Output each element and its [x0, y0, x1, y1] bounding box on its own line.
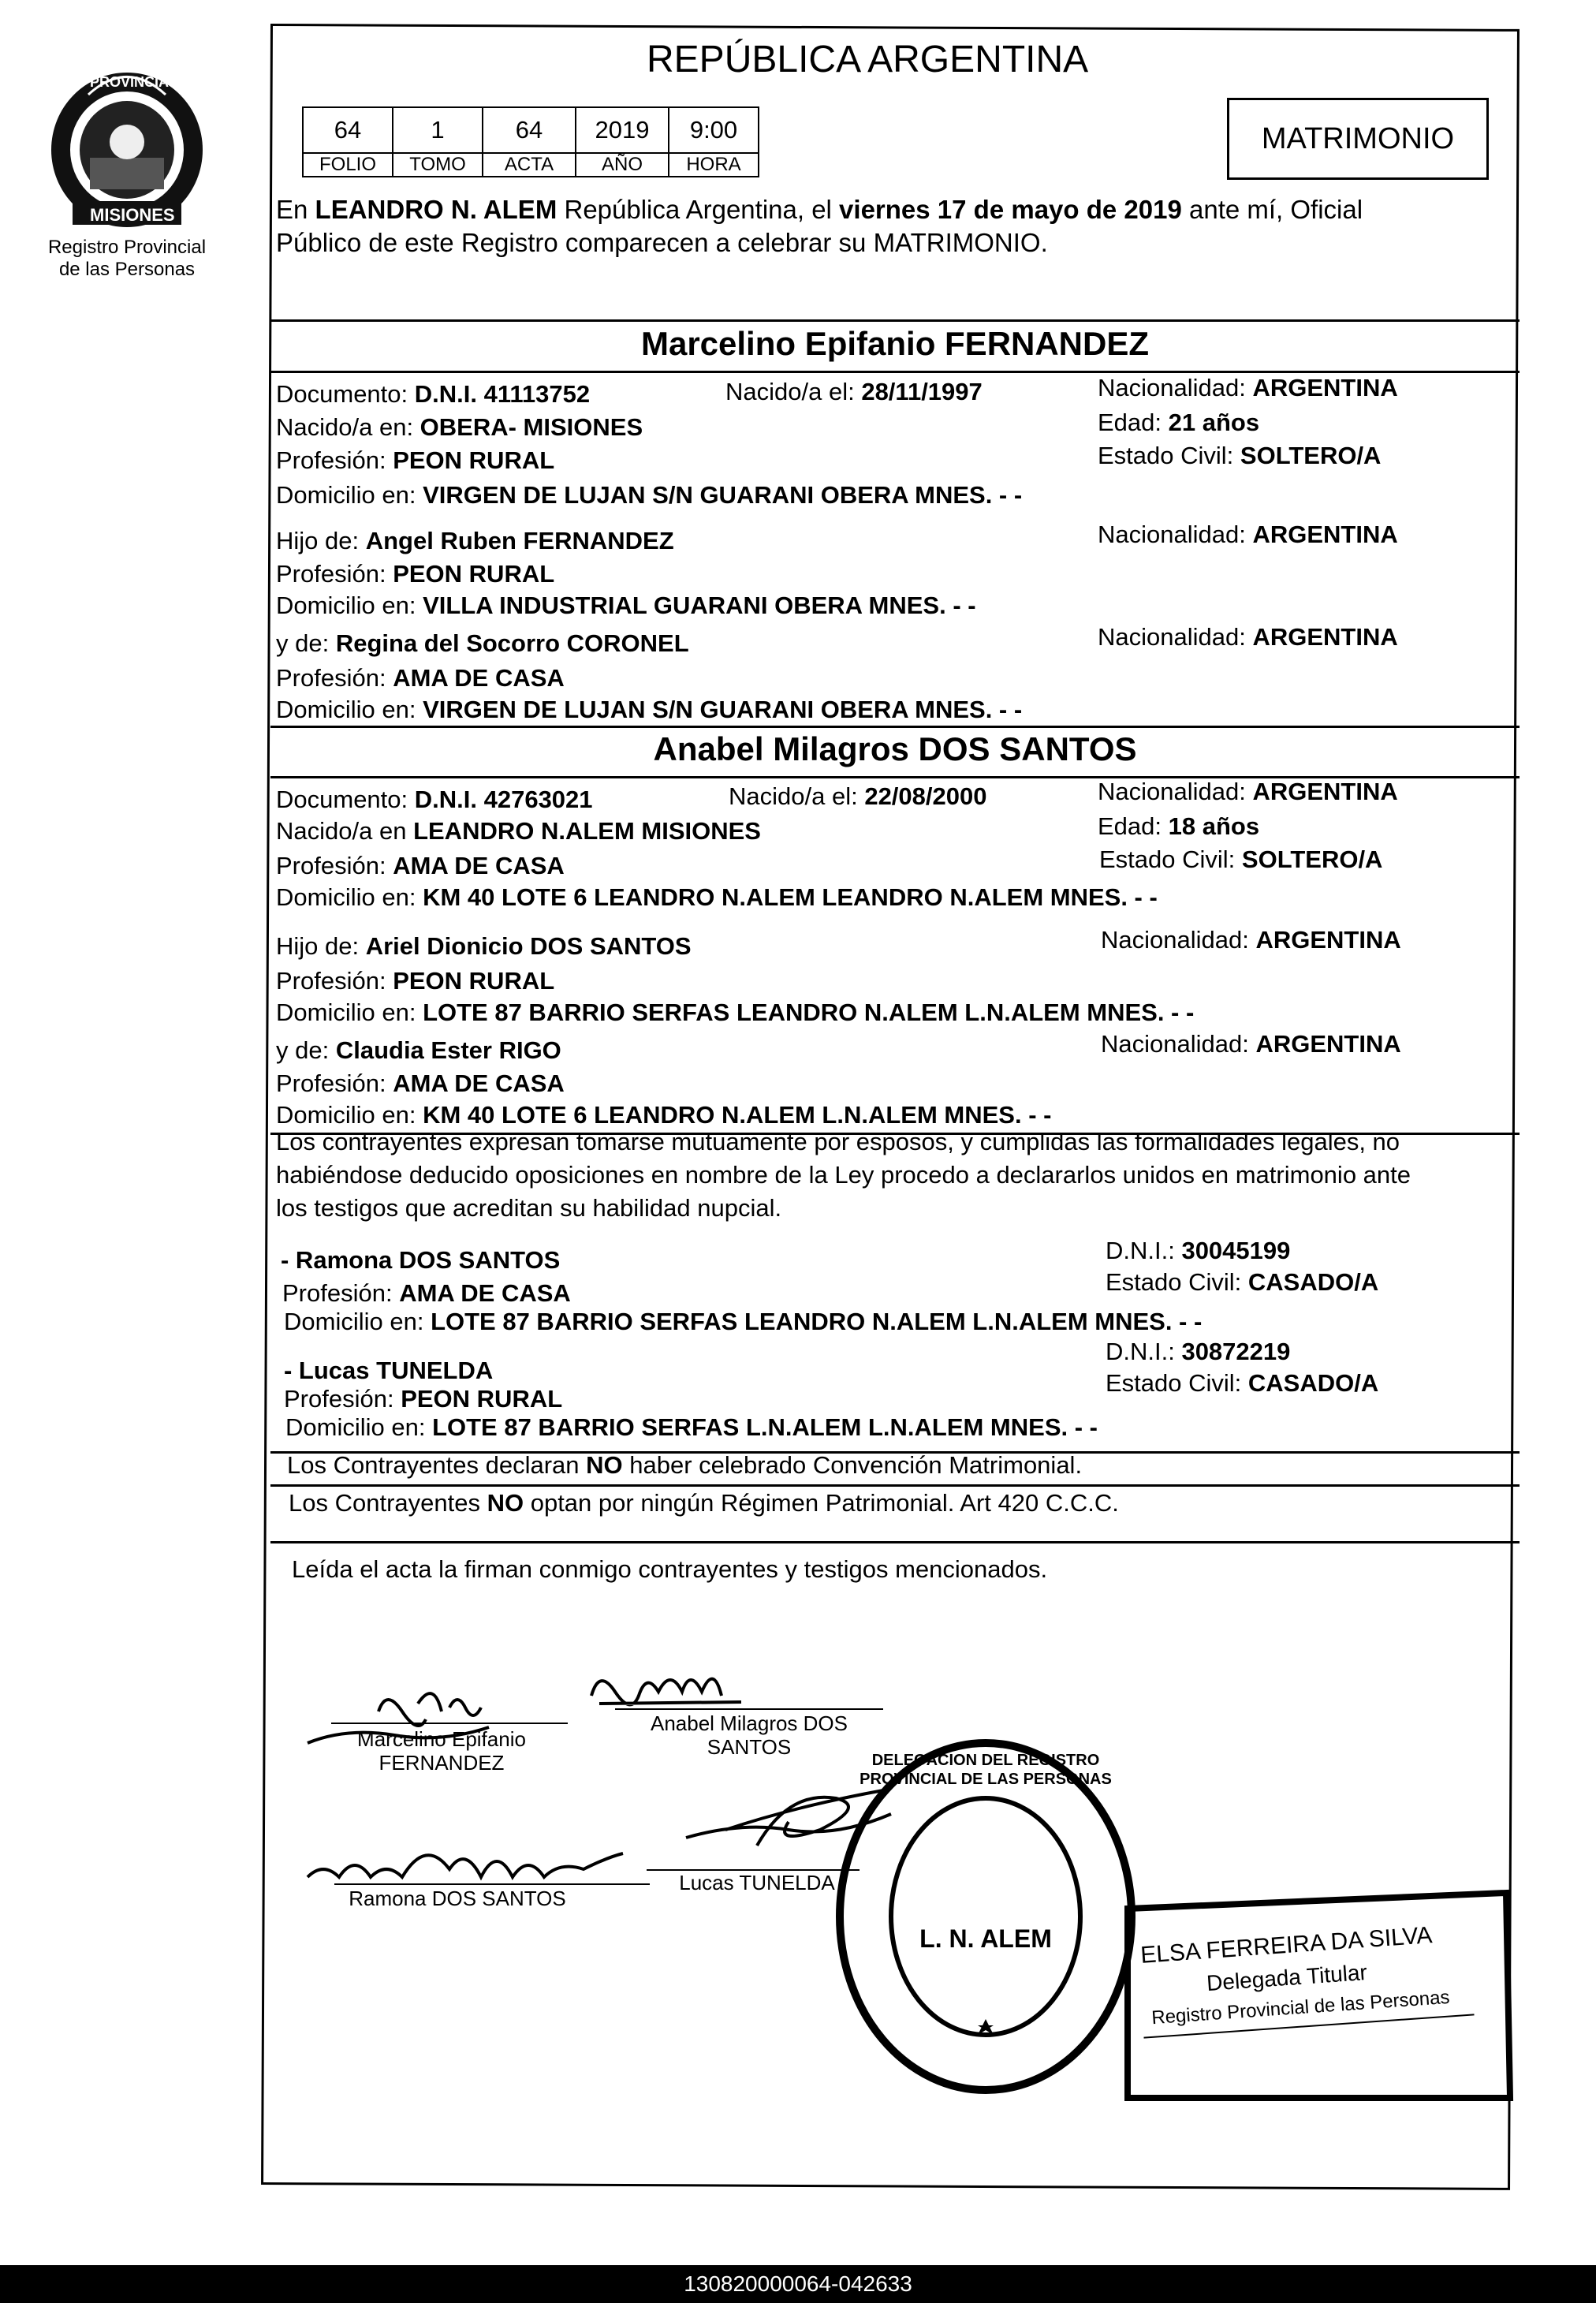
- witness2-name: - Lucas TUNELDA: [284, 1357, 494, 1384]
- spouse1-nationality: Nacionalidad: ARGENTINA: [1098, 374, 1398, 401]
- spouse2-address: Domicilio en: KM 40 LOTE 6 LEANDRO N.ALEM LEANDRO N.ALEM MNES. - -: [276, 883, 1158, 911]
- spouse1-mother-profession: Profesión: AMA DE CASA: [276, 664, 565, 692]
- hora-value: 9:00: [669, 107, 759, 153]
- witness2-profession: Profesión: PEON RURAL: [284, 1385, 563, 1413]
- spouse2-profession: Profesión: AMA DE CASA: [276, 852, 565, 879]
- witness1-civil-status: Estado Civil: CASADO/A: [1106, 1268, 1379, 1296]
- signature-witness2-label: Lucas TUNELDA: [679, 1871, 835, 1894]
- spouse2-father-address: Domicilio en: LOTE 87 BARRIO SERFAS LEANDRO N.ALEM L.N.ALEM MNES. - -: [276, 998, 1195, 1026]
- registry-line2: de las Personas: [58, 259, 196, 280]
- divider: [270, 726, 1520, 728]
- witness1-name: - Ramona DOS SANTOS: [281, 1246, 561, 1274]
- folio-value: 64: [303, 107, 393, 153]
- record-type-box: [1227, 98, 1489, 180]
- spouse1-father-profession: Profesión: PEON RURAL: [276, 560, 555, 588]
- seal-center-text: L. N. ALEM: [919, 1924, 1052, 1953]
- spouse2-age: Edad: 18 años: [1098, 812, 1260, 840]
- spouse2-mother-address: Domicilio en: KM 40 LOTE 6 LEANDRO N.ALEM L.N.ALEM MNES. - -: [276, 1101, 1052, 1129]
- spouse1-mother-address: Domicilio en: VIRGEN DE LUJAN S/N GUARANI OBERA MNES. - -: [276, 696, 1023, 723]
- spouse2-birthplace: Nacido/a en LEANDRO N.ALEM MISIONES: [276, 817, 761, 845]
- divider: [270, 1484, 1520, 1487]
- intro-line-2: Público de este Registro comparecen a celebrar su MATRIMONIO.: [276, 228, 1048, 257]
- signature-line: [331, 1723, 568, 1724]
- witness2-address: Domicilio en: LOTE 87 BARRIO SERFAS L.N.ALEM L.N.ALEM MNES. - -: [285, 1413, 1098, 1441]
- declaration-line-1: Los contrayentes expresan tomarse mutuamente por esposos, y cumplidas las formalidades legales, no: [276, 1128, 1400, 1155]
- tomo-value: 1: [393, 107, 483, 153]
- intro-city: LEANDRO N. ALEM: [315, 195, 557, 224]
- tomo-label: TOMO: [393, 153, 483, 177]
- registry-name: [24, 237, 230, 281]
- closing-text: Leída el acta la firman conmigo contrayentes y testigos mencionados.: [292, 1555, 1048, 1583]
- spouse1-birth-date: Nacido/a el: 28/11/1997: [725, 378, 983, 405]
- provincial-seal-logo: [41, 63, 213, 233]
- signature-witness1-label: Ramona DOS SANTOS: [349, 1887, 566, 1910]
- official-title: Delegada Titular: [1206, 1959, 1368, 1996]
- divider: [270, 319, 1520, 322]
- seal-text-top: PROVINCIA DE: [90, 74, 192, 90]
- regime-line-2: Los Contrayentes NO optan por ningún Régimen Patrimonial. Art 420 C.C.C.: [289, 1489, 1119, 1517]
- spouse2-mother-nationality: Nacionalidad: ARGENTINA: [1101, 1030, 1401, 1058]
- spouse2-father-profession: Profesión: PEON RURAL: [276, 967, 555, 995]
- spouse1-document: Documento: D.N.I. 41113752: [276, 380, 591, 408]
- declaration-line-3: los testigos que acreditan su habilidad nupcial.: [276, 1194, 782, 1222]
- spouse1-birthplace: Nacido/a en: OBERA- MISIONES: [276, 413, 643, 441]
- spouse2-mother: y de: Claudia Ester RIGO: [276, 1036, 561, 1064]
- spouse1-father-address: Domicilio en: VILLA INDUSTRIAL GUARANI OBERA MNES. - -: [276, 592, 976, 619]
- spouse1-age: Edad: 21 años: [1098, 409, 1260, 436]
- witness2-civil-status: Estado Civil: CASADO/A: [1106, 1369, 1379, 1397]
- hora-label: HORA: [669, 153, 759, 177]
- acta-label: ACTA: [483, 153, 576, 177]
- acta-value: 64: [483, 107, 576, 153]
- spouse2-mother-profession: Profesión: AMA DE CASA: [276, 1069, 565, 1097]
- spouse1-father: Hijo de: Angel Ruben FERNANDEZ: [276, 527, 674, 554]
- divider: [270, 1541, 1520, 1543]
- spouse1-mother-nationality: Nacionalidad: ARGENTINA: [1098, 623, 1398, 651]
- registry-seal-stamp: [828, 1735, 1143, 2098]
- regime-line-1: Los Contrayentes declaran NO haber celebrado Convención Matrimonial.: [287, 1451, 1083, 1479]
- spouse1-civil-status: Estado Civil: SOLTERO/A: [1098, 442, 1382, 469]
- intro-date: viernes 17 de mayo de 2019: [839, 195, 1182, 224]
- spouse2-birth-date: Nacido/a el: 22/08/2000: [729, 782, 987, 810]
- record-fields-table: [302, 106, 759, 177]
- registry-line1: Registro Provincial: [47, 237, 207, 258]
- official-org: Registro Provincial de las Personas: [1150, 1986, 1451, 2029]
- spouse1-profession: Profesión: PEON RURAL: [276, 446, 555, 474]
- seal-text-bottom: MISIONES: [90, 205, 175, 225]
- spouse2-father: Hijo de: Ariel Dionicio DOS SANTOS: [276, 932, 692, 960]
- spouse1-name: Marcelino Epifanio FERNANDEZ: [640, 325, 1150, 362]
- witness1-address: Domicilio en: LOTE 87 BARRIO SERFAS LEANDRO N.ALEM L.N.ALEM MNES. - -: [284, 1308, 1203, 1335]
- witness2-dni: D.N.I.: 30872219: [1106, 1338, 1291, 1365]
- signature-spouse1-label: Marcelino Epifanio FERNANDEZ: [357, 1727, 526, 1775]
- spouse1-address: Domicilio en: VIRGEN DE LUJAN S/N GUARANI OBERA MNES. - -: [276, 481, 1023, 509]
- spouse2-civil-status: Estado Civil: SOLTERO/A: [1099, 845, 1383, 873]
- ano-value: 2019: [576, 107, 669, 153]
- official-name: ELSA FERREIRA DA SILVA: [1139, 1922, 1434, 1969]
- footer-bar: [0, 2265, 1596, 2303]
- spouse2-name: Anabel Milagros DOS SANTOS: [653, 730, 1137, 767]
- record-type: MATRIMONIO: [1261, 121, 1455, 155]
- witness1-dni: D.N.I.: 30045199: [1106, 1237, 1291, 1264]
- divider: [270, 371, 1520, 373]
- seal-ring-text: DELEGACION DEL REGISTRO PROVINCIAL DE LAS PERSONAS: [860, 1752, 1112, 1788]
- ano-label: AÑO: [576, 153, 669, 177]
- document-code: 130820000064-042633: [684, 2271, 912, 2296]
- spouse1-mother: y de: Regina del Socorro CORONEL: [276, 629, 689, 657]
- page-title: REPÚBLICA ARGENTINA: [647, 39, 1089, 80]
- witness1-profession: Profesión: AMA DE CASA: [282, 1279, 571, 1307]
- spouse1-father-nationality: Nacionalidad: ARGENTINA: [1098, 521, 1398, 548]
- signature-line: [615, 1708, 883, 1710]
- spouse2-nationality: Nacionalidad: ARGENTINA: [1098, 778, 1398, 805]
- official-stamp: [1112, 1861, 1522, 2114]
- intro-line-1: En LEANDRO N. ALEM República Argentina, el viernes 17 de mayo de 2019 ante mí, Oficial: [276, 195, 1363, 224]
- declaration-line-2: habiéndose deducido oposiciones en nombre de la Ley procedo a declararlos unidos en matrimonio ante: [276, 1161, 1411, 1189]
- signature-spouse2-label: Anabel Milagros DOS SANTOS: [651, 1711, 848, 1759]
- spouse2-document: Documento: D.N.I. 42763021: [276, 786, 593, 813]
- folio-label: FOLIO: [303, 153, 393, 177]
- spouse2-father-nationality: Nacionalidad: ARGENTINA: [1101, 926, 1401, 954]
- signature-line: [334, 1883, 650, 1885]
